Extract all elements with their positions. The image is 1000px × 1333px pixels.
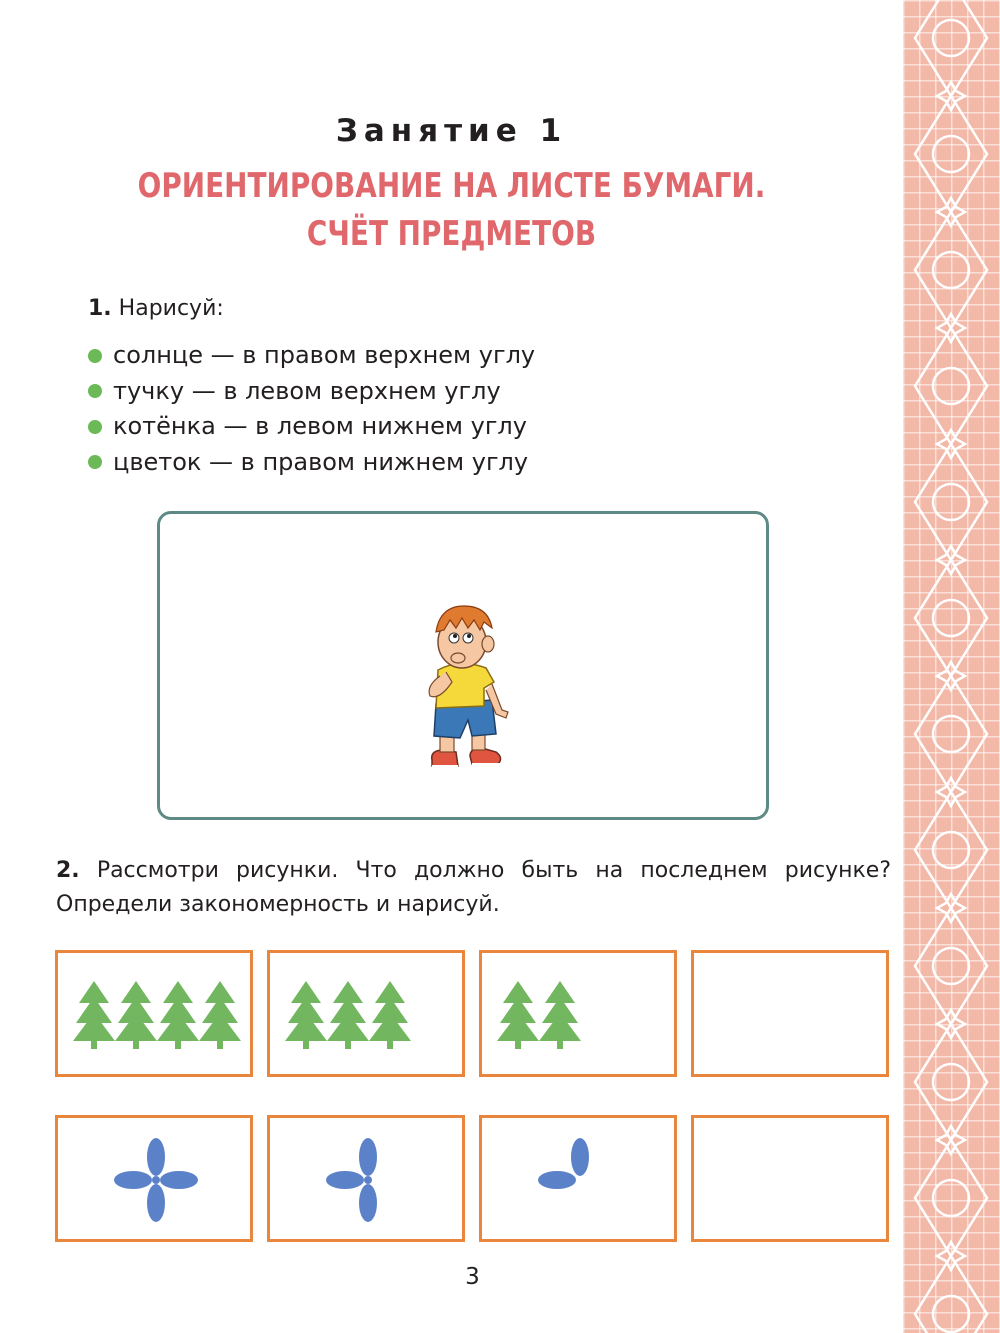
flower-center-icon — [152, 1176, 160, 1184]
tree-group — [270, 953, 462, 1074]
page-title-line-2: СЧЁТ ПРЕДМЕТОВ — [306, 214, 597, 254]
list-item-text: солнце — в правом верхнем углу — [113, 341, 536, 369]
tree-group — [482, 953, 674, 1074]
answer-cell-flowers[interactable] — [691, 1115, 889, 1242]
ornament-pattern — [903, 0, 1000, 1333]
list-item — [88, 338, 535, 374]
tree-icon — [285, 981, 327, 1049]
tree-icon — [157, 981, 199, 1049]
list-item-text: тучку — в левом верхнем углу — [113, 376, 501, 405]
page-number: 3 — [465, 1264, 480, 1290]
flower-group — [482, 1118, 674, 1239]
task-2-prompt — [56, 854, 891, 922]
tree-icon — [115, 981, 157, 1049]
page-title — [81, 162, 821, 258]
task-1-list — [88, 338, 535, 480]
petal-icon — [326, 1171, 364, 1189]
tree-icon — [199, 981, 241, 1049]
list-item-text: котёнка — в левом нижнем углу — [113, 412, 527, 440]
bullet-dot-icon — [88, 420, 102, 434]
flower-group — [270, 1118, 462, 1239]
flower-cell — [479, 1115, 677, 1242]
petal-icon — [147, 1184, 165, 1222]
flower-cell — [55, 1115, 253, 1242]
tree-icon — [497, 981, 539, 1049]
petal-icon — [114, 1171, 152, 1189]
list-item-text: цветок — в правом нижнем углу — [113, 447, 529, 476]
task-2-number: 2. — [56, 858, 80, 883]
list-item — [88, 374, 535, 410]
list-item — [88, 445, 535, 481]
boy-illustration — [410, 592, 520, 782]
flower-center-icon — [364, 1176, 372, 1184]
bullet-dot-icon — [88, 455, 102, 469]
task-1-number: 1. — [88, 296, 112, 321]
answer-cell-trees[interactable] — [691, 950, 889, 1077]
tree-cell — [267, 950, 465, 1077]
bullet-dot-icon — [88, 384, 102, 398]
task-1-prompt — [88, 296, 224, 321]
page-title-line-1: ОРИЕНТИРОВАНИЕ НА ЛИСТЕ БУМАГИ. — [137, 166, 766, 206]
tree-group — [58, 953, 250, 1074]
tree-icon — [73, 981, 115, 1049]
tree-icon — [327, 981, 369, 1049]
tree-cell — [479, 950, 677, 1077]
flower-cell — [267, 1115, 465, 1242]
list-item — [88, 409, 535, 445]
tree-icon — [539, 981, 581, 1049]
decorative-margin-strip — [903, 0, 1000, 1333]
flower-group — [58, 1118, 250, 1239]
task-1-text: Нарисуй: — [118, 296, 224, 321]
petal-icon — [538, 1171, 576, 1189]
petal-icon — [571, 1138, 589, 1176]
tree-cell — [55, 950, 253, 1077]
lesson-label: Занятие 1 — [335, 113, 568, 149]
bullet-dot-icon — [88, 349, 102, 363]
petal-icon — [160, 1171, 198, 1189]
tree-icon — [369, 981, 411, 1049]
petal-icon — [147, 1138, 165, 1176]
petal-icon — [359, 1138, 377, 1176]
task-2-text: Рассмотри рисунки. Что должно быть на последнем рисунке? Определи закономерность и нарисуй. — [56, 858, 891, 917]
petal-icon — [359, 1184, 377, 1222]
